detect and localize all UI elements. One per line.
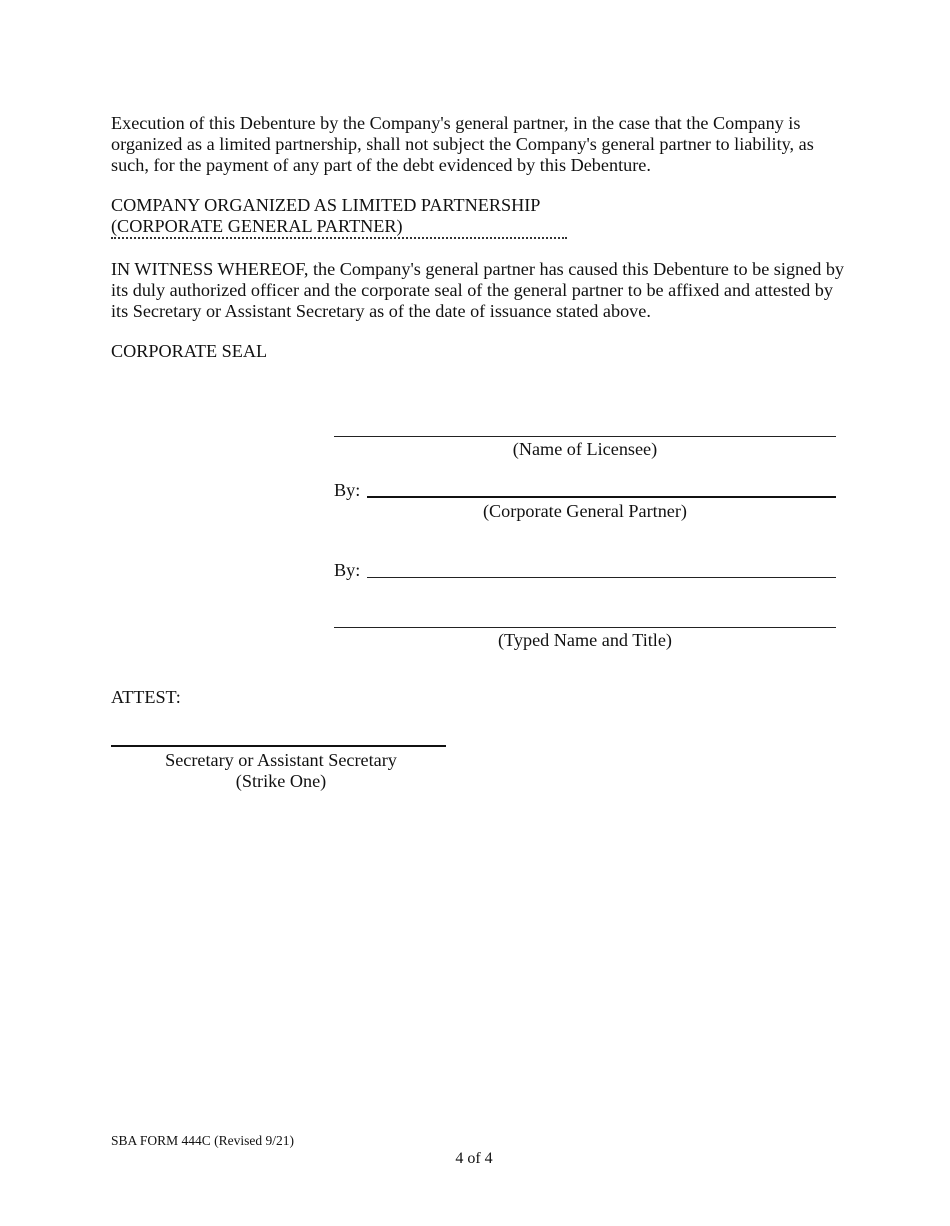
officer-signature-line[interactable] [367,577,836,578]
witness-paragraph: IN WITNESS WHEREOF, the Company's general partner has caused this Debenture to be signed by its duly authorized officer and the corporate seal of the general partner to be affixed and attested by its Secretary or Assistant Secretary as of the date of issuance stated above. [111,259,845,321]
strike-one-caption: (Strike One) [235,771,327,791]
corporate-seal-label: CORPORATE SEAL [111,341,268,361]
licensee-name-line[interactable] [334,436,836,437]
typed-name-caption: (Typed Name and Title) [497,630,672,650]
corporate-partner-caption: (Corporate General Partner) [482,501,687,521]
section-heading-line-2: (CORPORATE GENERAL PARTNER) [111,216,403,236]
secretary-caption: Secretary or Assistant Secretary [165,750,397,770]
by-label-1: By: [334,480,361,500]
by-label-2: By: [334,560,361,580]
attest-label: ATTEST: [111,687,181,707]
secretary-signature-line[interactable] [111,745,446,747]
liability-paragraph: Execution of this Debenture by the Company's general partner, in the case that the Company is organized as a limited partnership, shall not subject the Company's general partner to liability, as such, for the payment of any part of the debt evidenced by this Debenture. [111,113,814,175]
section-heading [111,195,591,237]
form-identifier: SBA FORM 444C (Revised 9/21) [111,1133,295,1148]
licensee-caption: (Name of Licensee) [512,439,658,459]
corporate-partner-signature-line[interactable] [367,496,836,498]
section-heading-line-1: COMPANY ORGANIZED AS LIMITED PARTNERSHIP [111,195,541,215]
page-number: 4 of 4 [455,1150,493,1167]
heading-dotted-underline [111,237,567,239]
typed-name-line[interactable] [334,627,836,628]
